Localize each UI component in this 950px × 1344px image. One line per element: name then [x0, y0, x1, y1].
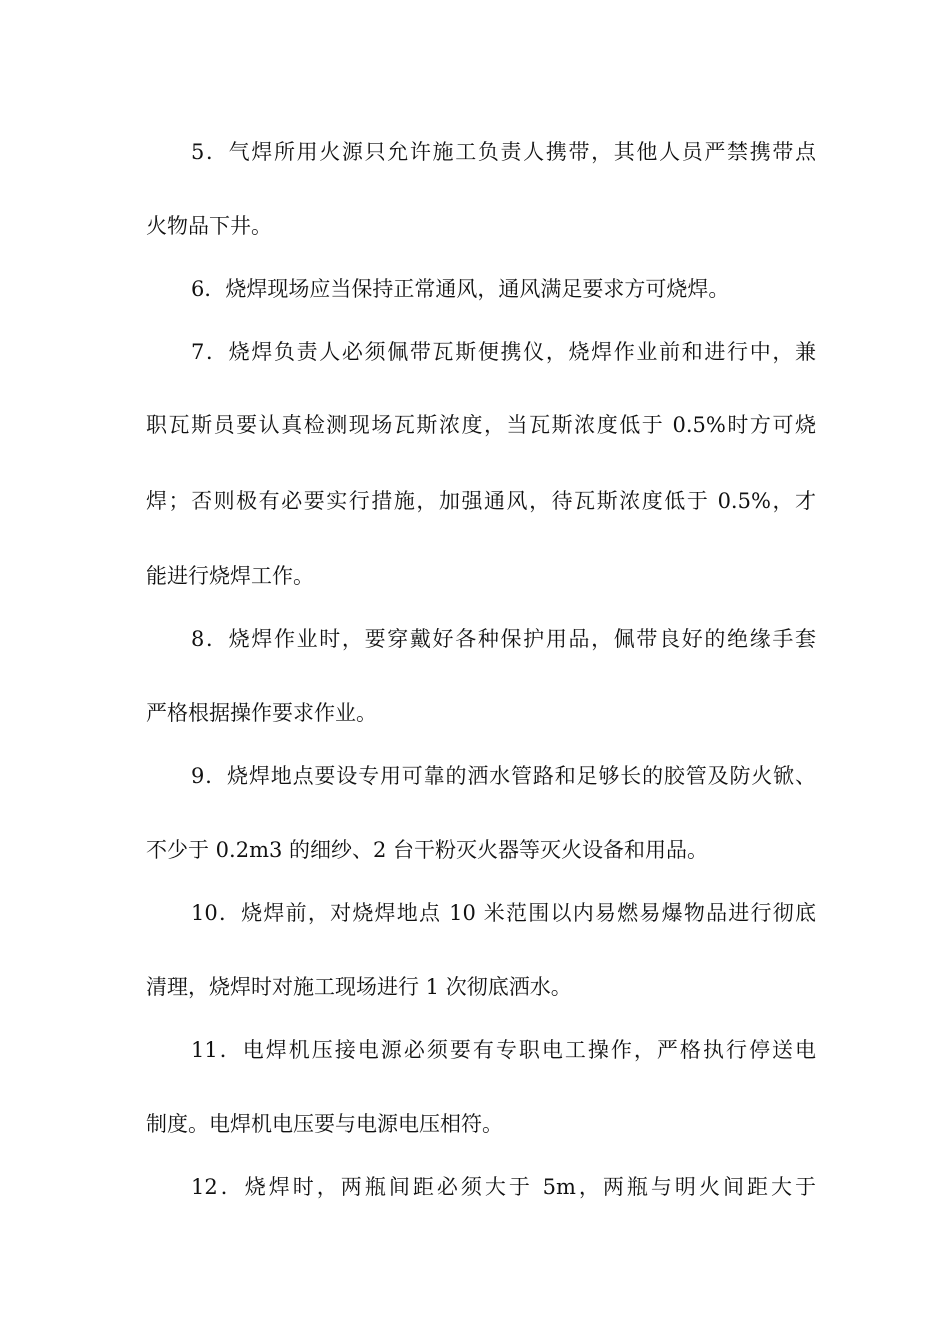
paragraph-10-line-2: 清理，烧焊时对施工现场进行 1 次彻底洒水。: [146, 975, 572, 999]
paragraph-9-line-2: 不少于 0.2m3 的细纱、2 台干粉灭火器等灭火设备和用品。: [146, 838, 709, 862]
paragraph-7-line-1: 7．烧焊负责人必须佩带瓦斯便携仪，烧焊作业前和进行中，兼: [191, 340, 816, 364]
paragraph-5-line-2: 火物品下井。: [146, 214, 272, 238]
paragraph-11-line-1: 11．电焊机压接电源必须要有专职电工操作，严格执行停送电: [191, 1038, 816, 1062]
paragraph-11-line-2: 制度。电焊机电压要与电源电压相符。: [146, 1112, 503, 1136]
paragraph-8-line-1: 8．烧焊作业时，要穿戴好各种保护用品，佩带良好的绝缘手套: [191, 627, 816, 651]
paragraph-7-line-2: 职瓦斯员要认真检测现场瓦斯浓度，当瓦斯浓度低于 0.5%时方可烧: [146, 413, 816, 437]
paragraph-7-line-3: 焊；否则极有必要实行措施，加强通风，待瓦斯浓度低于 0.5%，才: [146, 489, 816, 513]
paragraph-5-line-1: 5．气焊所用火源只允许施工负责人携带，其他人员严禁携带点: [191, 140, 816, 164]
paragraph-7-line-4: 能进行烧焊工作。: [146, 564, 314, 588]
paragraph-8-line-2: 严格根据操作要求作业。: [146, 701, 377, 725]
paragraph-12-line-1: 12．烧焊时，两瓶间距必须大于 5m，两瓶与明火间距大于: [191, 1175, 816, 1199]
paragraph-9-line-1: 9．烧焊地点要设专用可靠的洒水管路和足够长的胶管及防火锨、: [191, 764, 816, 788]
paragraph-6-line-1: 6．烧焊现场应当保持正常通风，通风满足要求方可烧焊。: [191, 277, 730, 301]
paragraph-10-line-1: 10．烧焊前，对烧焊地点 10 米范围以内易燃易爆物品进行彻底: [191, 901, 816, 925]
